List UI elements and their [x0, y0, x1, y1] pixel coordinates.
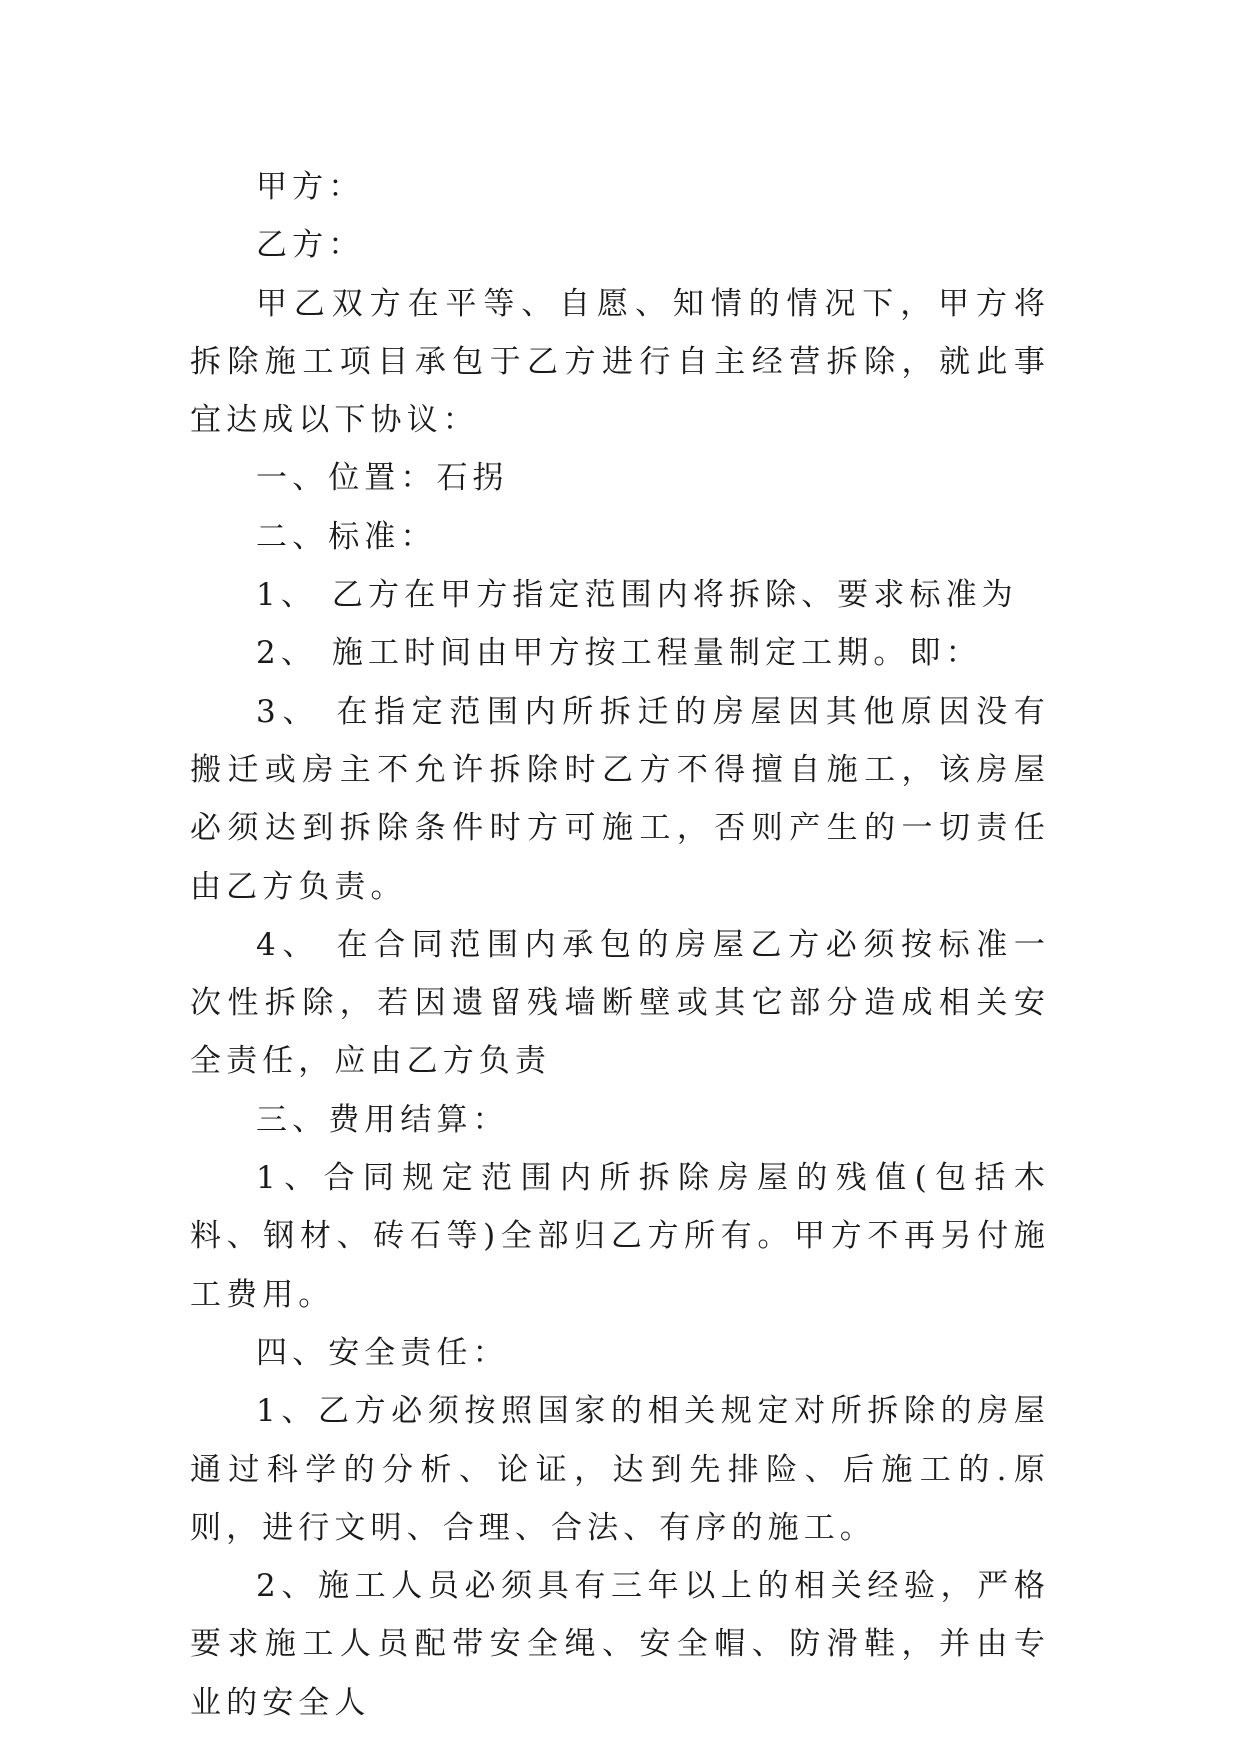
standard-item-2: 2、 施工时间由甲方按工程量制定工期。即：	[256, 635, 982, 672]
section-settlement-heading: 三、费用结算：	[256, 1101, 509, 1138]
agreement-preamble: 甲乙双方在平等、自愿、知情的情况下，甲方将 拆除施工项目承包于乙方进行自主经营拆除，就此事宜达成以下协议：	[190, 285, 1050, 439]
section-safety-heading: 四、安全责任：	[256, 1334, 509, 1371]
section-standard-heading: 二、标准：	[256, 518, 437, 555]
section-location: 一、位置：石拐	[256, 460, 509, 497]
party-a-line: 甲方：	[256, 169, 365, 205]
safety-item-1: 1、乙方必须按照国家的相关规定对所拆除的房屋通过科学的分析、论证，达到先排险、后施工的.原则，进行文明、合理、合法、有序的施工。	[190, 1393, 1050, 1546]
settlement-item-1: 1、合同规定范围内所拆除房屋的残值(包括木料、钢材、砖石等)全部归乙方所有。甲方不再另付施工费用。	[190, 1160, 1050, 1313]
standard-item-3: 3、 在指定范围内所拆迁的房屋因其他原因没有搬迁或房主不允许拆除时乙方不得擅自施工，该房屋必须达到拆除条件时方可施工，否则产生的一切责任由乙方负责。	[190, 693, 1050, 905]
party-b-line: 乙方：	[256, 227, 365, 264]
document-body	[190, 158, 1050, 1732]
standard-item-1: 1、 乙方在甲方指定范围内将拆除、要求标准为	[256, 577, 1018, 614]
safety-item-2: 2、施工人员必须具有三年以上的相关经验，严格要求施工人员配带安全绳、安全帽、防滑鞋，并由专业的安全人	[190, 1568, 1050, 1721]
standard-item-4: 4、 在合同范围内承包的房屋乙方必须按标准一次性拆除，若因遗留残墙断壁或其它部分造成相关安全责任，应由乙方负责	[190, 926, 1050, 1080]
